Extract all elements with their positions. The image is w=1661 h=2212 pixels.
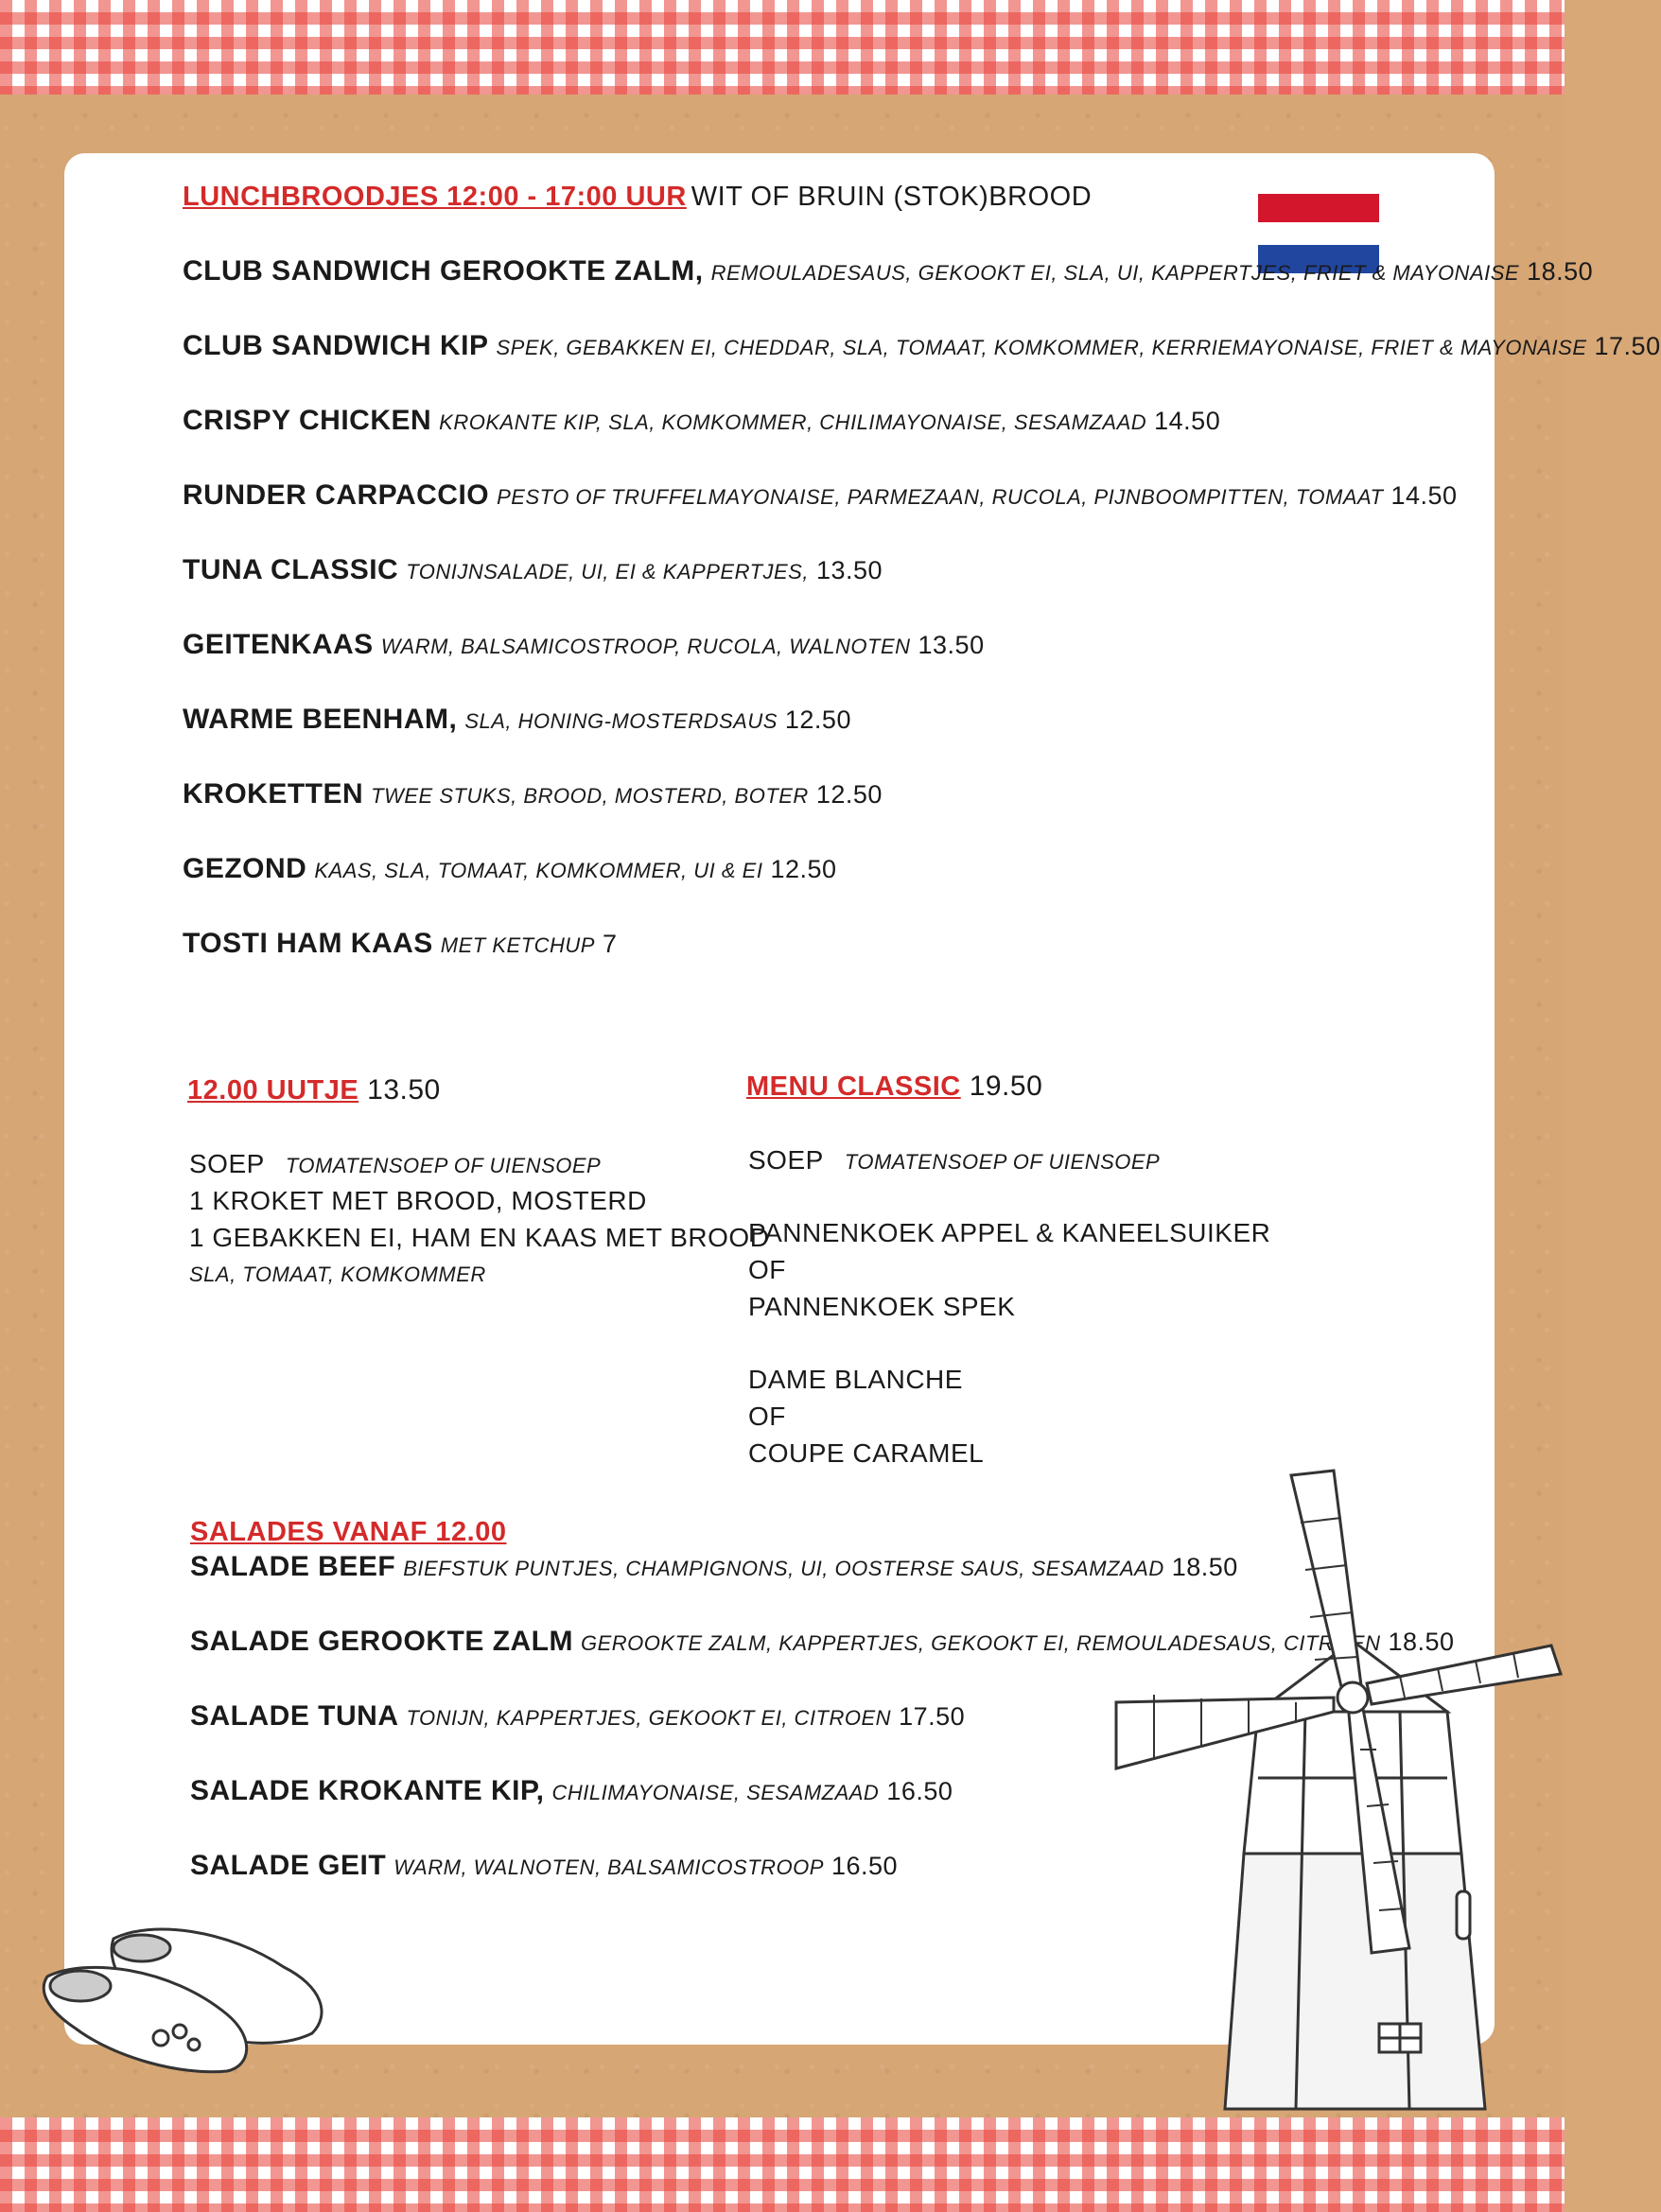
lunch-item-desc: REMOULADESAUS, GEKOOKT EI, SLA, UI, KAPPERTJES, FRIET & MAYONAISE [710, 261, 1520, 285]
salade-item-desc: CHILIMAYONAISE, SESAMZAAD [551, 1781, 880, 1804]
lunch-item-desc: TWEE STUKS, BROOD, MOSTERD, BOTER [371, 784, 809, 808]
lunch-item [183, 928, 618, 960]
salade-item-desc: GEROOKTE ZALM, KAPPERTJES, GEKOOKT EI, REMOULADESAUS, CITROEN [581, 1631, 1381, 1655]
uutje-line-3: SLA, TOMAAT, KOMKOMMER [189, 1263, 486, 1286]
lunch-item-desc: TONIJNSALADE, UI, EI & KAPPERTJES, [406, 560, 809, 583]
classic-soep: SOEP [748, 1145, 824, 1175]
uutje-soep-line [189, 1149, 601, 1179]
uutje-header: 12.00 UUTJE [187, 1075, 359, 1106]
lunch-item-name: TUNA CLASSIC [183, 554, 399, 585]
lunch-item-desc: KAAS, SLA, TOMAAT, KOMKOMMER, UI & EI [314, 859, 763, 882]
classic-pancake-2: PANNENKOEK SPEK [748, 1292, 1016, 1321]
uutje-price: 13.50 [367, 1074, 441, 1106]
salade-item-name: SALADE BEEF [190, 1551, 396, 1582]
gingham-border-bottom [0, 2117, 1565, 2212]
salade-item-desc: TONIJN, KAPPERTJES, GEKOOKT EI, CITROEN [406, 1706, 892, 1730]
uutje-line-1: 1 KROKET MET BROOD, MOSTERD [189, 1186, 647, 1215]
classic-price: 19.50 [969, 1071, 1043, 1102]
uutje-header-row [187, 1074, 441, 1106]
lunch-item-name: GEZOND [183, 853, 307, 884]
lunch-item-desc: SPEK, GEBAKKEN EI, CHEDDAR, SLA, TOMAAT, KOMKOMMER, KERRIEMAYONAISE, FRIET & MAYONAISE [496, 336, 1587, 359]
salade-item [190, 1700, 965, 1733]
uutje-soep: SOEP [189, 1149, 265, 1178]
classic-soep-desc: TOMATENSOEP OF UIENSOEP [844, 1150, 1161, 1174]
lunch-header-row [183, 182, 1092, 213]
lunch-item [183, 704, 851, 736]
lunch-item [183, 330, 1661, 362]
salade-item-price: 18.50 [1388, 1628, 1455, 1656]
lunch-item [183, 629, 985, 661]
salades-header: SALADES VANAF 12.00 [190, 1517, 507, 1547]
lunch-item-desc: SLA, HONING-MOSTERDSAUS [464, 709, 778, 733]
lunch-item-price: 13.50 [918, 631, 985, 659]
lunch-item-desc: KROKANTE KIP, SLA, KOMKOMMER, CHILIMAYONAISE, SESAMZAAD [439, 410, 1147, 434]
classic-dessert-2: COUPE CARAMEL [748, 1438, 985, 1468]
lunch-item-name: CRISPY CHICKEN [183, 405, 432, 436]
lunch-item-price: 13.50 [815, 556, 883, 584]
lunch-item [183, 554, 883, 586]
lunch-item-price: 7 [602, 930, 618, 958]
gingham-border-top [0, 0, 1565, 95]
lunch-item-price: 14.50 [1154, 407, 1221, 435]
lunch-item-name: CLUB SANDWICH GEROOKTE ZALM, [183, 255, 704, 287]
lunch-header: LUNCHBROODJES 12:00 - 17:00 UUR [183, 182, 687, 212]
classic-header: MENU CLASSIC [746, 1071, 961, 1102]
classic-dessert-1: DAME BLANCHE [748, 1365, 963, 1394]
lunch-item [183, 778, 883, 810]
salade-item [190, 1775, 953, 1807]
lunch-item-desc: PESTO OF TRUFFELMAYONAISE, PARMEZAAN, RUCOLA, PIJNBOOMPITTEN, TOMAAT [497, 485, 1384, 509]
salade-item-name: SALADE KROKANTE KIP, [190, 1775, 545, 1806]
classic-soep-line [748, 1145, 1160, 1176]
lunch-item-price: 18.50 [1527, 257, 1594, 286]
classic-pancake-or: OF [748, 1255, 786, 1284]
salade-item-desc: BIEFSTUK PUNTJES, CHAMPIGNONS, UI, OOSTERSE SAUS, SESAMZAAD [403, 1557, 1164, 1580]
lunch-item [183, 405, 1220, 437]
lunch-item-name: CLUB SANDWICH KIP [183, 330, 489, 361]
classic-header-row [746, 1071, 1042, 1103]
lunch-item-desc: WARM, BALSAMICOSTROOP, RUCOLA, WALNOTEN [380, 635, 911, 658]
salade-item [190, 1850, 898, 1882]
salade-item-name: SALADE GEROOKTE ZALM [190, 1626, 573, 1657]
salade-item-desc: WARM, WALNOTEN, BALSAMICOSTROOP [393, 1855, 824, 1879]
lunch-item-name: GEITENKAAS [183, 629, 374, 660]
lunch-item [183, 853, 837, 885]
lunch-item [183, 479, 1458, 512]
lunch-item [183, 255, 1593, 287]
classic-dessert-or: OF [748, 1402, 786, 1431]
salade-item-price: 17.50 [899, 1702, 966, 1731]
salade-item-name: SALADE TUNA [190, 1700, 399, 1732]
uutje-soep-desc: TOMATENSOEP OF UIENSOEP [285, 1154, 602, 1177]
lunch-item-desc: MET KETCHUP [440, 933, 595, 957]
salade-item-price: 16.50 [886, 1777, 953, 1805]
salade-item-price: 18.50 [1171, 1553, 1238, 1581]
lunch-item-price: 12.50 [770, 855, 837, 883]
salade-item-name: SALADE GEIT [190, 1850, 387, 1881]
lunch-header-extra: WIT OF BRUIN (STOK)BROOD [691, 182, 1093, 212]
wooden-clogs-icon [38, 1910, 341, 2081]
lunch-item-price: 12.50 [784, 705, 851, 734]
lunch-item-price: 17.50 [1594, 332, 1661, 360]
lunch-item-name: TOSTI HAM KAAS [183, 928, 433, 959]
salade-item [190, 1551, 1238, 1583]
windmill-icon [1116, 1456, 1565, 2109]
uutje-line-2: 1 GEBAKKEN EI, HAM EN KAAS MET BROOD [189, 1223, 770, 1252]
lunch-item-price: 14.50 [1390, 481, 1458, 510]
lunch-item-name: WARME BEENHAM, [183, 704, 458, 735]
lunch-item-name: RUNDER CARPACCIO [183, 479, 490, 511]
classic-pancake-1: PANNENKOEK APPEL & KANEELSUIKER [748, 1218, 1271, 1247]
salade-item-price: 16.50 [830, 1852, 899, 1880]
lunch-item-price: 12.50 [815, 780, 883, 809]
lunch-item-name: KROKETTEN [183, 778, 364, 810]
